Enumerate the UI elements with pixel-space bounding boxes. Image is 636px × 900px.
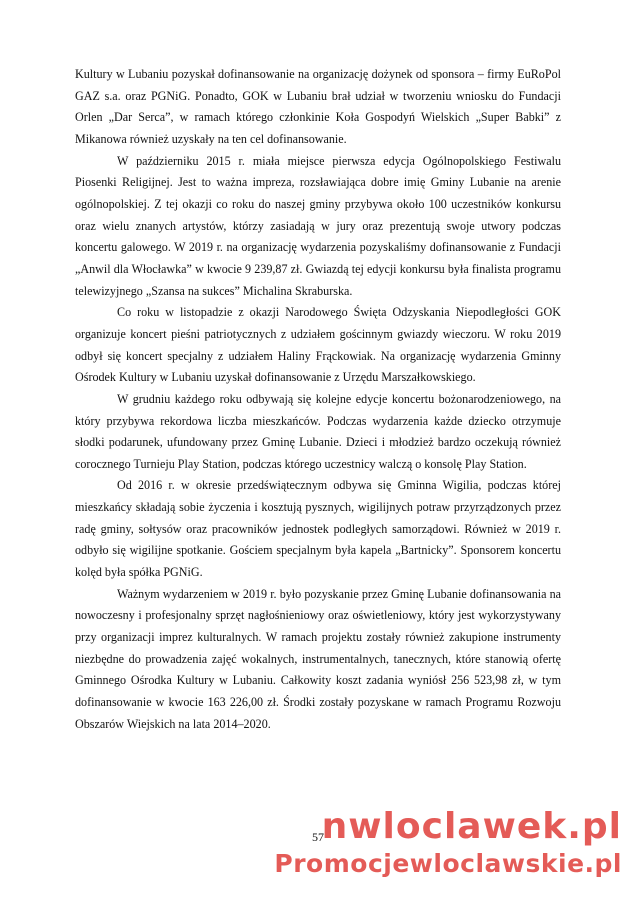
paragraph-4: W grudniu każdego roku odbywają się kolejne edycje koncertu bożonarodzeniowego, na który przybywa rekordowa liczba mieszkańców. Podczas wydarzenia każde dziecko otrzymuje słodki podarunek, ufundowany przez Gminę Lubanie. Dzieci i młodzież bardzo oczekują również corocznego Turnieju Play Station, podczas którego uczestnicy walczą o konsolę Play Station.: [75, 391, 561, 471]
document-body: [75, 64, 561, 735]
paragraph-5: Od 2016 r. w okresie przedświątecznym odbywa się Gminna Wigilia, podczas której mieszkańcy składają sobie życzenia i kosztują pysznych, wigilijnych potraw przyrządzonych przez radę gminy, sołtysów oraz pracowników jednostek podległych samorządowi. Również w 2019 r. odbyło się wigilijne spotkanie. Gościem specjalnym była kapela „Bartnicky”. Sponsorem koncertu kolęd była spółka PGNiG.: [75, 478, 561, 580]
page-number: 57: [312, 830, 324, 844]
paragraph-1: Kultury w Lubaniu pozyskał dofinansowanie na organizację dożynek od sponsora – firmy EuRoPol GAZ s.a. oraz PGNiG. Ponadto, GOK w Lubaniu brał udział w tworzeniu wniosku do Fundacji Orlen „Dar Serca”, w ramach którego członkinie Koła Gospodyń Wielskich „Super Babki” z Mikanowa również uzyskały na ten cel dofinansowanie.: [75, 67, 561, 146]
watermark-site-domain: .pl: [567, 806, 622, 847]
watermark-promo-domain: wloclawskie.pl: [409, 849, 622, 878]
paragraph-6: Ważnym wydarzeniem w 2019 r. było pozyskanie przez Gminę Lubanie dofinansowania na nowoczesny i profesjonalny sprzęt nagłośnieniowy oraz oświetleniowy, który jest wykorzystywany przy organizacji imprez kulturalnych. W ramach projektu zostały również zakupione instrumenty niezbędne do prowadzenia zajęć wokalnych, instrumentalnych, tanecznych, które stanowią ofertę Gminnego Ośrodka Kultury w Lubaniu. Całkowity koszt zadania wyniósł 256 523,98 zł, w tym dofinansowanie w kwocie 163 226,00 zł. Środki zostały pozyskane w ramach Programu Rozwoju Obszarów Wiejskich na lata 2014–2020.: [75, 586, 561, 731]
paragraph-3: Co roku w listopadzie z okazji Narodowego Święta Odzyskania Niepodległości GOK organizuje koncert pieśni patriotycznych z udziałem gościnnym gwiazdy wieczoru. W roku 2019 odbył się koncert specjalny z udziałem Haliny Frąckowiak. Na organizację wydarzenia Gminny Ośrodek Kultury w Lubaniu uzyskał dofinansowanie z Urzędu Marszałkowskiego.: [75, 305, 561, 385]
watermark-site-name: nwloclawek: [321, 806, 568, 847]
paragraph-2: W październiku 2015 r. miała miejsce pierwsza edycja Ogólnopolskiego Festiwalu Piosenki Religijnej. Jest to ważna impreza, rozsławiająca dobre imię Gminy Lubanie na arenie ogólnopolskiej. Z tej okazji co roku do naszej gminy przybywa około 100 uczestników konkursu oraz wielu znanych artystów, którzy zasiadają w jury oraz prezentują swoje utwory podczas koncertu galowego. W 2019 r. na organizację wydarzenia pozyskaliśmy dofinansowanie z Fundacji „Anwil dla Włocławka” w kwocie 9 239,87 zł. Gwiazdą tej edycji konkursu była finalista programu telewizyjnego „Szansa na sukces” Michalina Skraburska.: [75, 153, 561, 298]
watermark-line-2: [274, 848, 622, 880]
watermark-promo-word: Promocje: [274, 849, 410, 878]
